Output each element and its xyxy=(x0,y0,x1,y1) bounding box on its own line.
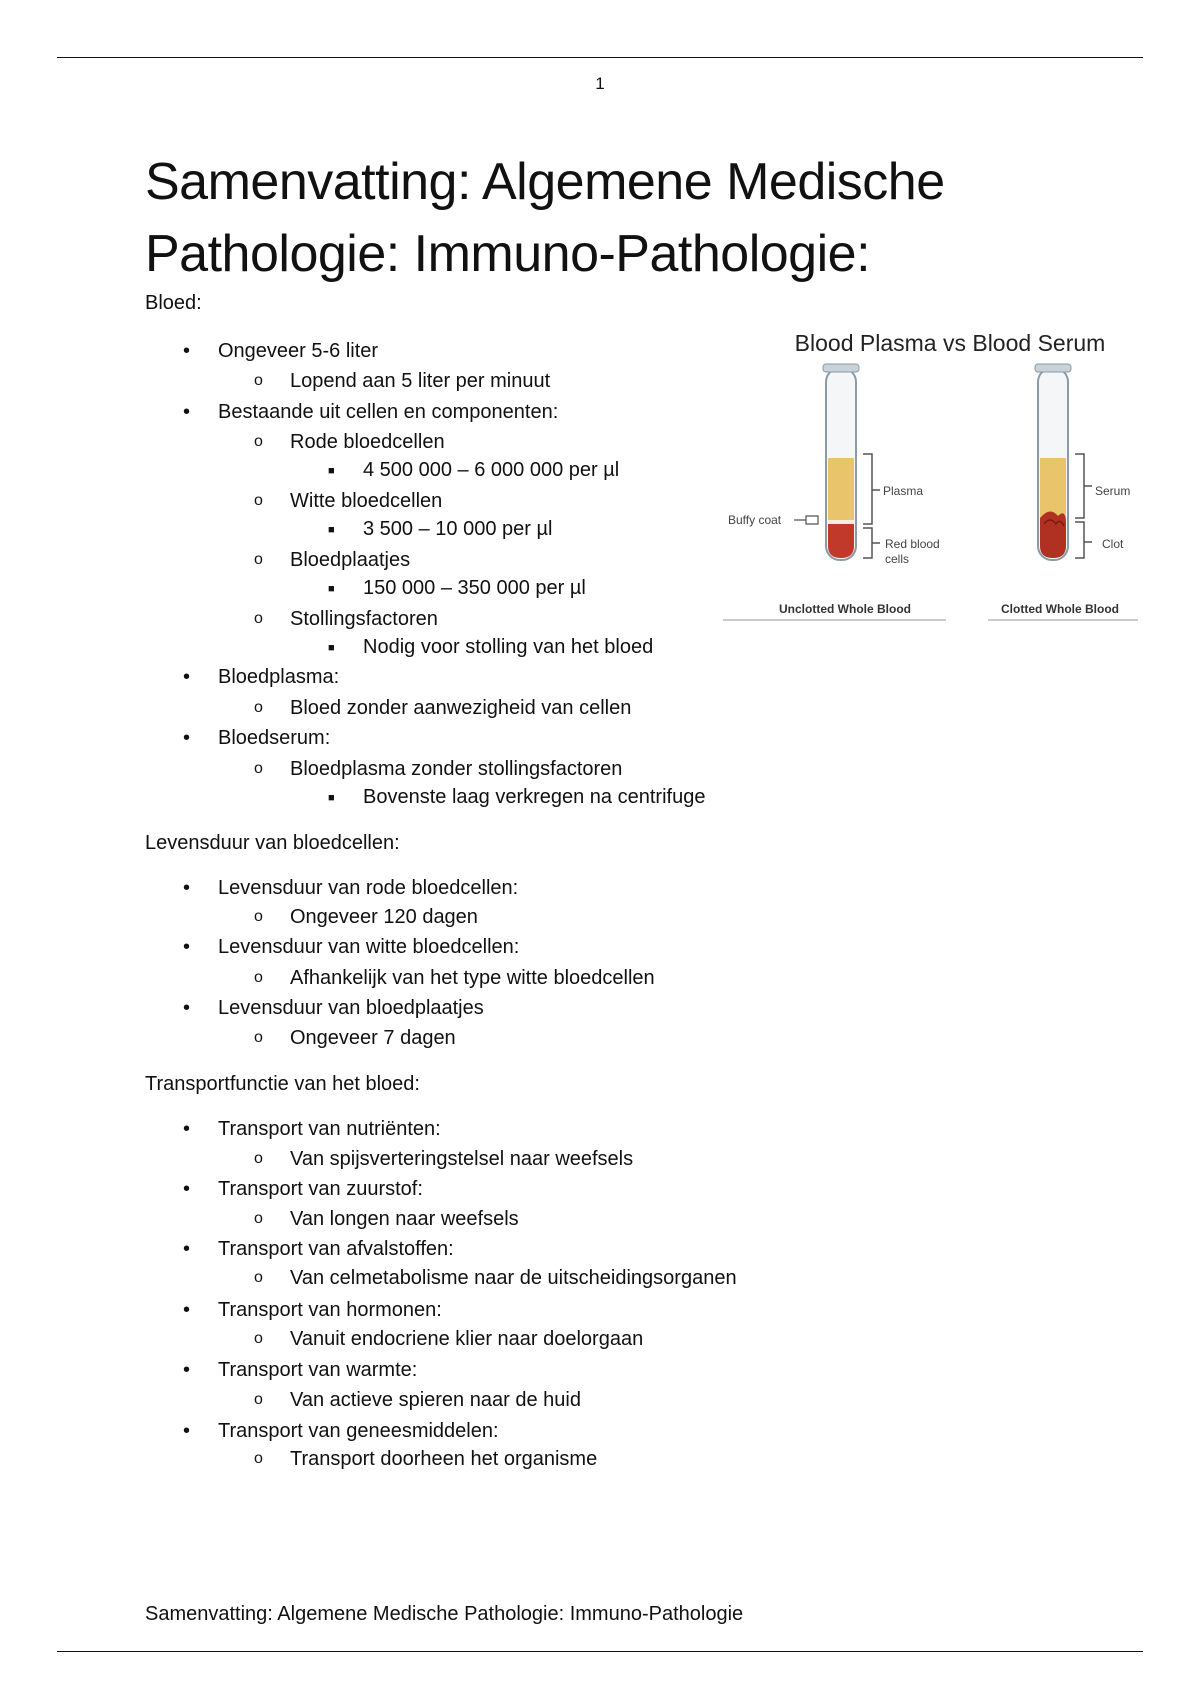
footer-rule xyxy=(57,1651,1143,1652)
list-item: Bloedplaatjes xyxy=(290,549,411,571)
list-item: Nodig voor stolling van het bloed xyxy=(363,636,654,658)
label-clot: Clot xyxy=(1102,537,1124,551)
caption-clotted: Clotted Whole Blood xyxy=(1001,602,1119,616)
bullet-circle: o xyxy=(254,1450,263,1467)
list-item: Levensduur van bloedplaatjes xyxy=(218,997,484,1019)
tube-unclotted xyxy=(823,364,859,560)
bullet-circle: o xyxy=(254,1150,263,1167)
list-item: Transport doorheen het organisme xyxy=(290,1448,598,1470)
bullet-disc: • xyxy=(183,727,191,749)
list-item: Bovenste laag verkregen na centrifuge xyxy=(363,786,706,808)
bullet-disc: • xyxy=(183,340,191,362)
bullet-circle: o xyxy=(254,1269,263,1286)
list-item: Van actieve spieren naar de huid xyxy=(290,1389,581,1411)
bullet-circle: o xyxy=(254,372,263,389)
list-item: Bloedplasma: xyxy=(218,666,340,688)
label-red-blood-cells-2: cells xyxy=(885,552,910,566)
bullet-disc: • xyxy=(183,401,191,423)
list-item: Transport van afvalstoffen: xyxy=(218,1238,454,1260)
label-serum: Serum xyxy=(1095,484,1131,498)
list-item: Transport van geneesmiddelen: xyxy=(218,1420,499,1442)
list-item: Transport van warmte: xyxy=(218,1359,418,1381)
page-title xyxy=(145,146,945,290)
plasma-layer xyxy=(828,458,854,522)
section-heading-levensduur: Levensduur van bloedcellen: xyxy=(145,832,400,854)
bullet-disc: • xyxy=(183,1359,191,1381)
list-item: Afhankelijk van het type witte bloedcellen xyxy=(290,967,655,989)
section-heading-transport: Transportfunctie van het bloed: xyxy=(145,1073,420,1095)
list-item: Van celmetabolisme naar de uitscheidingsorganen xyxy=(290,1267,737,1289)
bullet-disc: • xyxy=(183,666,191,688)
label-buffy-coat: Buffy coat xyxy=(728,513,782,527)
list-item: Transport van zuurstof: xyxy=(218,1178,423,1200)
list-item: Levensduur van rode bloedcellen: xyxy=(218,877,519,899)
bullet-circle: o xyxy=(254,433,263,450)
list-item: Rode bloedcellen xyxy=(290,431,445,453)
caption-unclotted: Unclotted Whole Blood xyxy=(779,602,911,616)
bullet-disc: • xyxy=(183,1118,191,1140)
page-title-line-2: Pathologie: Immuno-Pathologie: xyxy=(145,225,871,283)
list-item: 4 500 000 – 6 000 000 per µl xyxy=(363,459,620,481)
bullet-circle: o xyxy=(254,1391,263,1408)
bullet-disc: • xyxy=(183,1178,191,1200)
bullet-circle: o xyxy=(254,551,263,568)
list-item: Van longen naar weefsels xyxy=(290,1208,519,1230)
bullet-square: ■ xyxy=(328,792,335,804)
list-item: Lopend aan 5 liter per minuut xyxy=(290,370,551,392)
list-item: Stollingsfactoren xyxy=(290,608,438,630)
list-item: 3 500 – 10 000 per µl xyxy=(363,518,553,540)
page-number: 1 xyxy=(595,74,605,93)
list-item: Ongeveer 7 dagen xyxy=(290,1027,456,1049)
bullet-circle: o xyxy=(254,1210,263,1227)
list-item: Bloed zonder aanwezigheid van cellen xyxy=(290,697,632,719)
bullet-circle: o xyxy=(254,492,263,509)
page-title-line-1: Samenvatting: Algemene Medische xyxy=(145,153,945,211)
list-item: Bloedplasma zonder stollingsfactoren xyxy=(290,758,623,780)
bullet-circle: o xyxy=(254,908,263,925)
list-item: Witte bloedcellen xyxy=(290,490,443,512)
blood-plasma-vs-serum-figure xyxy=(720,320,1150,640)
bullet-disc: • xyxy=(183,877,191,899)
tube-clotted xyxy=(1035,364,1071,560)
bullet-circle: o xyxy=(254,760,263,777)
buffy-coat-layer xyxy=(828,520,854,524)
bullet-disc: • xyxy=(183,1420,191,1442)
list-item: Bestaande uit cellen en componenten: xyxy=(218,401,559,423)
bullet-circle: o xyxy=(254,969,263,986)
list-item: 150 000 – 350 000 per µl xyxy=(363,577,586,599)
label-red-blood-cells-1: Red blood xyxy=(885,537,940,551)
list-item: Ongeveer 5-6 liter xyxy=(218,340,379,362)
bullet-circle: o xyxy=(254,1029,263,1046)
clot-layer xyxy=(1040,511,1066,558)
list-item: Levensduur van witte bloedcellen: xyxy=(218,936,520,958)
bullet-disc: • xyxy=(183,1299,191,1321)
bullet-square: ■ xyxy=(328,642,335,654)
list-item: Bloedserum: xyxy=(218,727,331,749)
red-blood-cells-layer xyxy=(828,524,854,558)
section-heading-bloed: Bloed: xyxy=(145,292,202,314)
bullet-circle: o xyxy=(254,699,263,716)
header-rule xyxy=(57,57,1143,58)
bullet-square: ■ xyxy=(328,524,335,536)
bullet-disc: • xyxy=(183,1238,191,1260)
figure-title: Blood Plasma vs Blood Serum xyxy=(794,330,1106,356)
list-item: Transport van nutriënten: xyxy=(218,1118,441,1140)
list-item: Vanuit endocriene klier naar doelorgaan xyxy=(290,1328,644,1350)
bullet-circle: o xyxy=(254,1330,263,1347)
bullet-circle: o xyxy=(254,610,263,627)
bullet-disc: • xyxy=(183,997,191,1019)
bullet-square: ■ xyxy=(328,465,335,477)
bullet-disc: • xyxy=(183,936,191,958)
label-plasma: Plasma xyxy=(883,484,924,498)
list-item: Van spijsverteringstelsel naar weefsels xyxy=(290,1148,634,1170)
page-footer: Samenvatting: Algemene Medische Pathologie: Immuno-Pathologie xyxy=(145,1603,744,1625)
list-item: Transport van hormonen: xyxy=(218,1299,442,1321)
list-item: Ongeveer 120 dagen xyxy=(290,906,478,928)
bullet-square: ■ xyxy=(328,583,335,595)
